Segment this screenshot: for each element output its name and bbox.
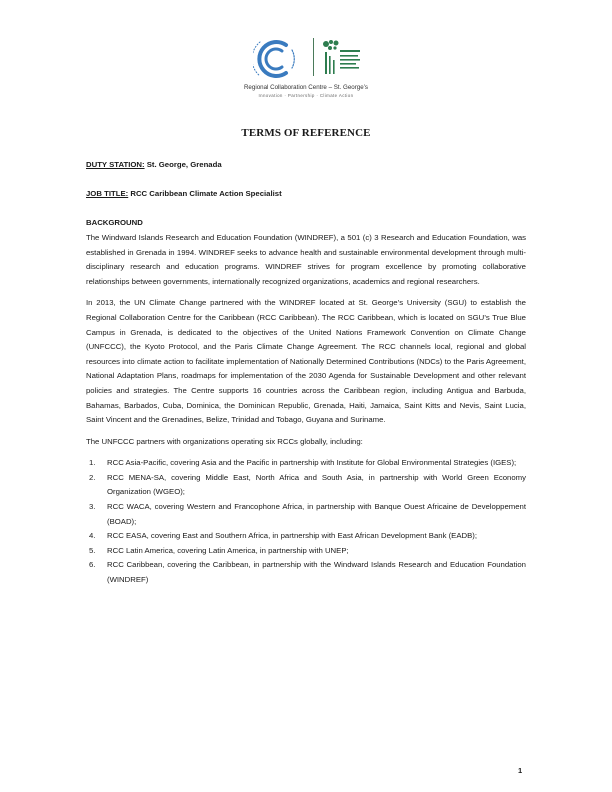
- document-body: [86, 158, 526, 588]
- header-logos: [0, 32, 612, 104]
- job-title-line: [86, 187, 526, 202]
- list-item: 1. RCC Asia-Pacific, covering Asia and the Pacific in partnership with Institute for Global Environmental Strategies (IGES);: [89, 458, 517, 468]
- document-title: TERMS OF REFERENCE: [241, 127, 371, 139]
- list-item: 3. RCC WACA, covering Western and Francophone Africa, in partnership with Banque Ouest Africaine de Developpement (BOAD);: [89, 502, 526, 526]
- list-item: 5. RCC Latin America, covering Latin America, in partnership with UNEP;: [89, 545, 349, 555]
- background-paragraph-2: In 2013, the UN Climate Change partnered with the WINDREF located at St. George’s University (SGU) to establish the Regional Collaboration Centre for the Caribbean (RCC Caribbean). The RCC Caribbean, which is located on SGU’s True Blue Campus in Grenada, is dedicated to the objectives of the United Nations Framework Convention on Climate Change (UNFCCC), the Kyoto Protocol, and the Paris Climate Change Agreement. The RCC channels local, regional and global resources into climate action to facilitate implementation of Nationally Determined Contributions (NDCs) to the Paris Agreement, National Adaptation Plans, roadmaps for implementation of the 2030 Agenda for Sustainable Development and other relevant policies and strategies. The Centre supports 16 countries across the Caribbean region, including Antigua and Barbuda, Bahamas, Barbados, Cuba, Dominica, the Dominican Republic, Grenada, Haiti, Jamaica, Saint Kitts and Nevis, Saint Lucia, Saint Vincent and the Grenadines, Belize, Trinidad and Tobago, Guyana and Suriname.: [86, 298, 526, 425]
- unfccc-logo-icon: [253, 36, 299, 82]
- job-title-label: JOB TITLE:: [86, 189, 129, 199]
- logo-divider: [313, 38, 314, 76]
- list-item: 6. RCC Caribbean, covering the Caribbean, in partnership with the Windward Islands Research and Education Foundation (WINDREF): [89, 560, 526, 585]
- duty-station-value: St. George, Grenada: [144, 160, 222, 169]
- background-paragraph-3: The UNFCCC partners with organizations operating six RCCs globally, including:: [86, 436, 363, 446]
- rcc-list: [86, 456, 526, 587]
- job-title-value: RCC Caribbean Climate Action Specialist: [128, 189, 282, 199]
- list-item: 2. RCC MENA-SA, covering Middle East, North Africa and South Asia, in partnership with World Green Economy Organization (WGEO);: [89, 472, 526, 497]
- list-item: 4. RCC EASA, covering East and Southern Africa, in partnership with East African Development Bank (EADB);: [89, 531, 478, 541]
- page-number: 1: [518, 766, 523, 775]
- duty-station-line: [86, 158, 526, 173]
- background-heading: BACKGROUND: [86, 218, 143, 228]
- background-paragraph-1: The Windward Islands Research and Education Foundation (WINDREF), a 501 (c) 3 Research and Education Foundation, was established in Grenada in 1994. WINDREF seeks to advance health and sustainable environmental development through multi-disciplinary research and education programs. WINDREF strives for program excellence by promoting collaborative relationships between governments, internationally recognized organizations, academics and regional researchers.: [86, 232, 526, 286]
- windref-logo-icon: [318, 38, 364, 78]
- logo-caption: Regional Collaboration Centre – St. George’s: [243, 84, 369, 91]
- duty-station-label: DUTY STATION:: [86, 160, 145, 169]
- logo-subcaption: Innovation · Partnership · Climate Action: [258, 93, 354, 98]
